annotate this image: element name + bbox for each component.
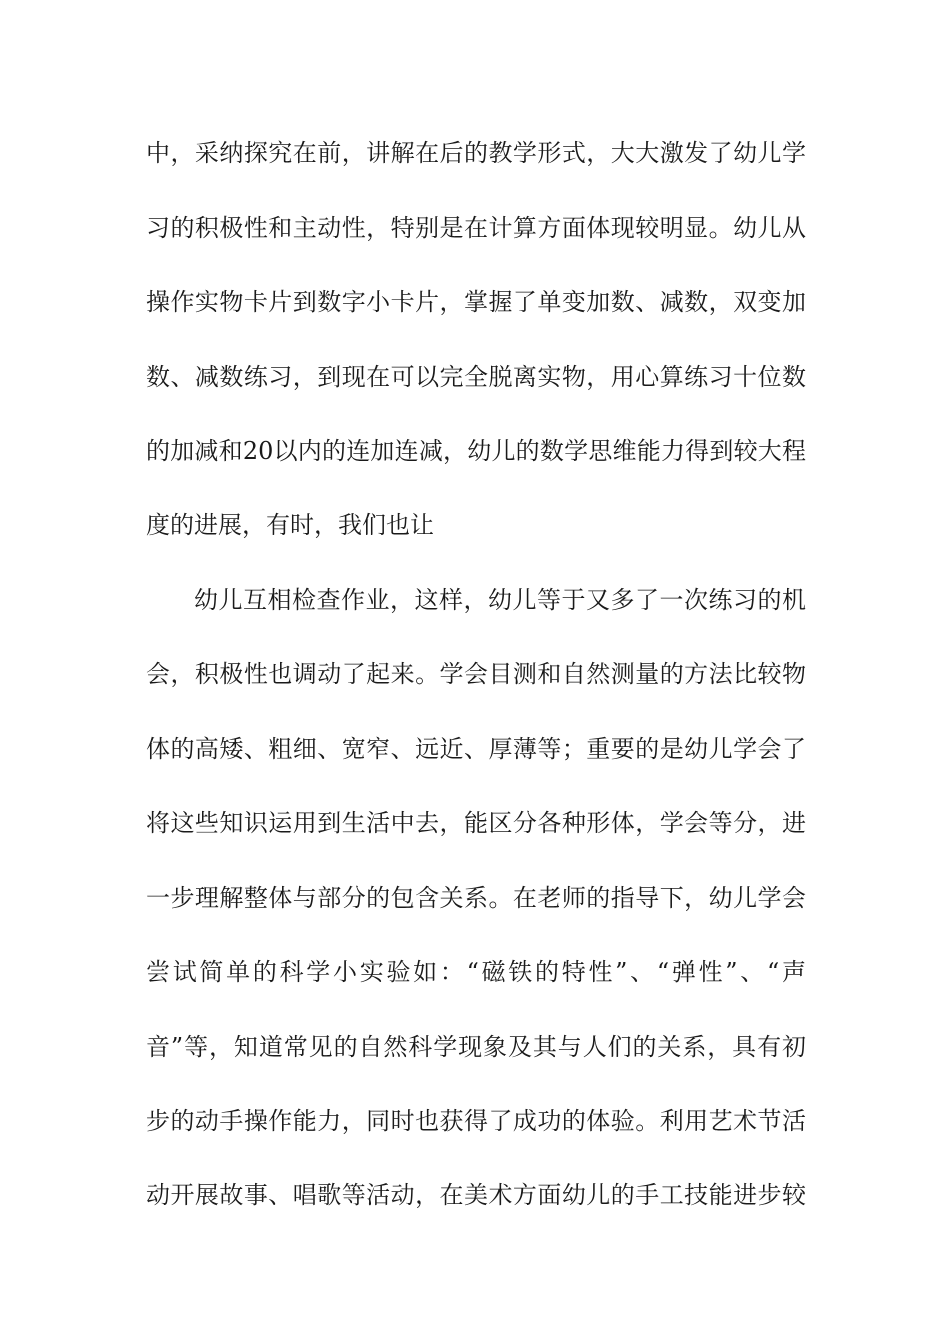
text-line: 一步理解整体与部分的包含关系。在老师的指导下，幼儿学会: [146, 884, 806, 912]
text-line: 会，积极性也调动了起来。学会目测和自然测量的方法比较物: [146, 660, 806, 688]
text-line: 音”等，知道常见的自然科学现象及其与人们的关系，具有初: [146, 1033, 806, 1061]
text-line: 中，采纳探究在前，讲解在后的教学形式，大大激发了幼儿学: [146, 139, 806, 167]
text-line: 数、减数练习，到现在可以完全脱离实物，用心算练习十位数: [146, 363, 806, 391]
text-line: 将这些知识运用到生活中去，能区分各种形体，学会等分，进: [146, 809, 806, 837]
text-line: 习的积极性和主动性，特别是在计算方面体现较明显。幼儿从: [146, 214, 806, 242]
text-line: 动开展故事、唱歌等活动，在美术方面幼儿的手工技能进步较: [146, 1181, 806, 1209]
text-line: 体的高矮、粗细、宽窄、远近、厚薄等；重要的是幼儿学会了: [146, 735, 806, 763]
text-line: 步的动手操作能力，同时也获得了成功的体验。利用艺术节活: [146, 1107, 806, 1135]
text-line: 幼儿互相检查作业，这样，幼儿等于又多了一次练习的机: [194, 586, 806, 614]
text-line: 的加减和20以内的连加连减，幼儿的数学思维能力得到较大程: [146, 437, 806, 465]
text-line: 尝试简单的科学小实验如：“磁铁的特性”、“弹性”、“声: [146, 958, 806, 986]
text-line: 度的进展，有时，我们也让: [146, 511, 434, 539]
text-line: 操作实物卡片到数字小卡片，掌握了单变加数、减数，双变加: [146, 288, 806, 316]
